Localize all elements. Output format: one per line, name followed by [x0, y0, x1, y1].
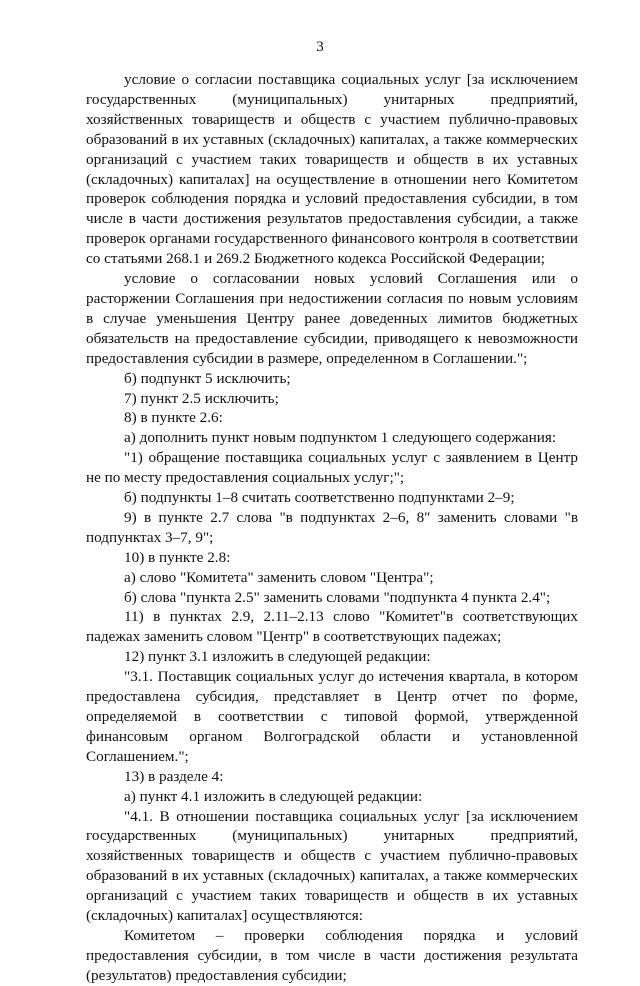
paragraph-item-12: 12) пункт 3.1 изложить в следующей редакции:: [124, 648, 431, 666]
paragraph-committee-inspections: Комитетом – проверки соблюдения порядка и условий предоставления субсидии, в том числе в части достижения результата (результатов) предоставления субсидии;: [86, 926, 578, 984]
paragraph-item-9: 9) в пункте 2.7 слова "в подпунктах 2–6, 8" заменить словами "в подпунктах 3–7, 9";: [86, 508, 578, 546]
paragraph-new-subpoint-1: "1) обращение поставщика социальных услуг с заявлением в Центр не по месту предоставления социальных услуг;";: [86, 449, 578, 487]
paragraph-consent-inspections: условие о согласии поставщика социальных услуг [за исключением государственных (муниципальных) унитарных предприятий, хозяйственных товариществ и обществ с участием публично-правовых образований в их уставных (складочных) капиталах, а также коммерческих организаций с участием таких товариществ и обществ в их уставных (складочных) капиталах] на осуществление в отношении него Комитетом проверок соблюдения порядка и условий предоставления субсидии, в том числе в части достижения результатов предоставления субсидии, а также проверок органами государственного финансового контроля в соответствии со статьями 268.1 и 269.2 Бюджетного кодекса Российской Федерации;: [86, 71, 578, 268]
paragraph-agreement-terms: условие о согласовании новых условий Соглашения или о расторжении Соглашения при недостижении согласия по новым условиям в случае уменьшения Центру ранее доведенных лимитов бюджетных обязательств на предоставление субсидии, приводящего к невозможности предоставления субсидии в размере, определенном в Соглашении.";: [86, 270, 578, 367]
paragraph-item-10: 10) в пункте 2.8:: [124, 548, 231, 566]
paragraph-item-11: 11) в пунктах 2.9, 2.11–2.13 слово "Комитет"в соответствующих падежах заменить словом "Центр" в соответствующих падежах;: [86, 608, 578, 646]
page-number: 3: [316, 39, 324, 55]
paragraph-item-13-a: а) пункт 4.1 изложить в следующей редакции:: [124, 787, 423, 805]
paragraph-item-13: 13) в разделе 4:: [124, 767, 224, 785]
document-body: [86, 70, 578, 986]
paragraph-item-10-a: а) слово "Комитета" заменить словом "Центра";: [124, 568, 434, 586]
paragraph-item-8-a: а) дополнить пункт новым подпунктом 1 следующего содержания:: [124, 429, 557, 447]
paragraph-subpoint-b-exclude: б) подпункт 5 исключить;: [124, 369, 291, 387]
paragraph-item-8-b: б) подпункты 1–8 считать соответственно подпунктами 2–9;: [124, 489, 515, 507]
paragraph-item-8: 8) в пункте 2.6:: [124, 409, 223, 427]
paragraph-point-3-1: "3.1. Поставщик социальных услуг до истечения квартала, в котором предоставлена субсидия, представляет в Центр отчет по форме, определяемой в соответствии с типовой формой, утвержденной финансовым органом Волгоградской области и установленной Соглашением.";: [86, 668, 578, 765]
paragraph-point-4-1: "4.1. В отношении поставщика социальных услуг [за исключением государственных (муниципальных) унитарных предприятий, хозяйственных товариществ и обществ с участием публично-правовых образований в их уставных (складочных) капиталах, а также коммерческих организаций с участием таких товариществ и обществ в их уставных (складочных) капиталах] осуществляются:: [86, 807, 578, 925]
paragraph-item-10-b: б) слова "пункта 2.5" заменить словами "подпункта 4 пункта 2.4";: [124, 588, 551, 606]
paragraph-item-7: 7) пункт 2.5 исключить;: [124, 389, 279, 407]
